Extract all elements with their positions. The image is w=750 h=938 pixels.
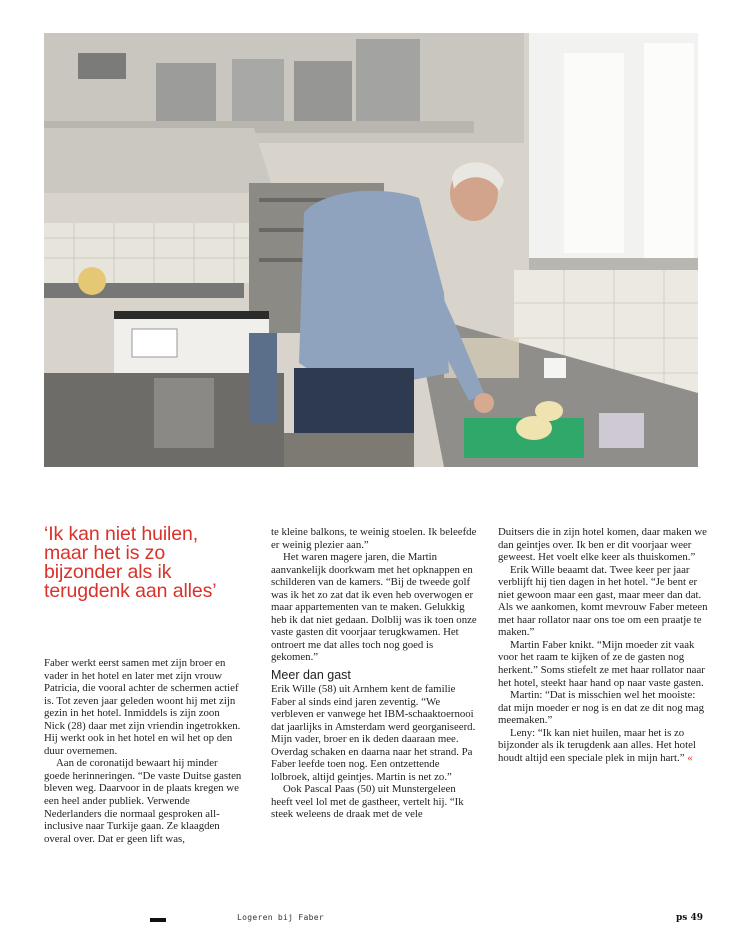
kitchen-photo — [44, 33, 698, 467]
paragraph: Martin: “Dat is misschien wel het mooiste: dat mijn moeder er nog is en dat ze dit nog mag meemaken.” — [498, 689, 704, 727]
body-column-3 — [498, 526, 708, 764]
paragraph: Duitsers die in zijn hotel komen, daar maken we dan geintjes over. Ik ben er dit voorjaar weer geweest. Het voelt elke keer als thuiskomen.” — [498, 526, 707, 564]
paragraph-final — [498, 727, 708, 765]
paragraph: Faber werkt eerst samen met zijn broer en vader in het hotel en later met zijn vrouw Patricia, die vooral achter de schermen actief is. Tot zeven jaar geleden woont hij met zijn gezin in het hotel. Inmiddels is zijn zoon Nick (28) daar met zijn vriendin ingetrokken. Hij werkt ook in het hotel en wil het op den duur overnemen. — [44, 657, 241, 757]
paragraph: Erik Wille beaamt dat. Twee keer per jaar verblijft hij tien dagen in het hotel. “Je bent er niet gewoon maar een gast, maar meer dan dat. Als we aankomen, komt mevrouw Faber meteen met haar rollator naar ons toe om een praatje te maken.” — [498, 563, 708, 639]
pull-quote: ‘Ik kan niet huilen, maar het is zo bijzonder als ik terugdenk aan alles’ — [44, 523, 217, 602]
paragraph: Het waren magere jaren, die Martin aanvankelijk doorkwam met het opknappen en schilderen van de kamers. “Bij de tweede golf was ik het zo zat dat ik even heb overwogen er maar appartementen van te maken. Gelukkig heb ik dat niet gedaan. Dolblij was ik toen onze vaste gasten dit voorjaar terugkwamen. Het ontroert me dat alles toch nog goed is gekomen.” — [271, 551, 477, 664]
paragraph: te kleine balkons, te weinig stoelen. Ik beleefde er weinig plezier aan.” — [271, 526, 477, 551]
end-mark: « — [687, 751, 693, 764]
paragraph-text: Leny: “Ik kan niet huilen, maar het is zo bijzonder als ik terugdenk aan alles. Het hotel houdt altijd een speciale plek in mijn hart.” — [498, 726, 696, 764]
paragraph: Aan de coronatijd bewaart hij minder goede herinneringen. “De vaste Duitse gasten bleven weg. Daarvoor in de plaats kregen we een heel ander publiek. Verwende Nederlanders die normaal gesproken all-inclusive naar Turkije gaan. Ze klaagden overal over. Dat er geen lift was, — [44, 757, 242, 845]
footer-marker — [150, 918, 166, 922]
paragraph: Ook Pascal Paas (50) uit Munstergeleen heeft veel lol met de gastheer, vertelt hij. “Ik steek weleens de draak met de vele — [271, 783, 464, 821]
body-column-2 — [271, 526, 479, 821]
paragraph: Martin Faber knikt. “Mijn moeder zit vaak voor het raam te kijken of ze de gasten nog herkent.” Soms stiefelt ze met haar rollator naar het hotel, steekt haar hand op naar vaste gasten. — [498, 638, 705, 689]
footer-section-title: Logeren bij Faber — [237, 913, 324, 922]
subheading: Meer dan gast — [271, 668, 351, 683]
body-column-1 — [44, 657, 242, 845]
paragraph: Erik Wille (58) uit Arnhem kent de familie Faber al sinds eind jaren zeventig. “We verbleven er vanwege het IBM-schaaktoernooi dat jaarlijks in Amsterdam werd georganiseerd. Mijn vader, broer en ik deden daaraan mee. Overdag schaken en daarna naar het strand. Pa Faber leefde toen nog. Een ontzettende lolbroek, altijd geintjes. Martin is net zo.” — [271, 683, 476, 783]
page-number: ps 49 — [676, 913, 704, 923]
